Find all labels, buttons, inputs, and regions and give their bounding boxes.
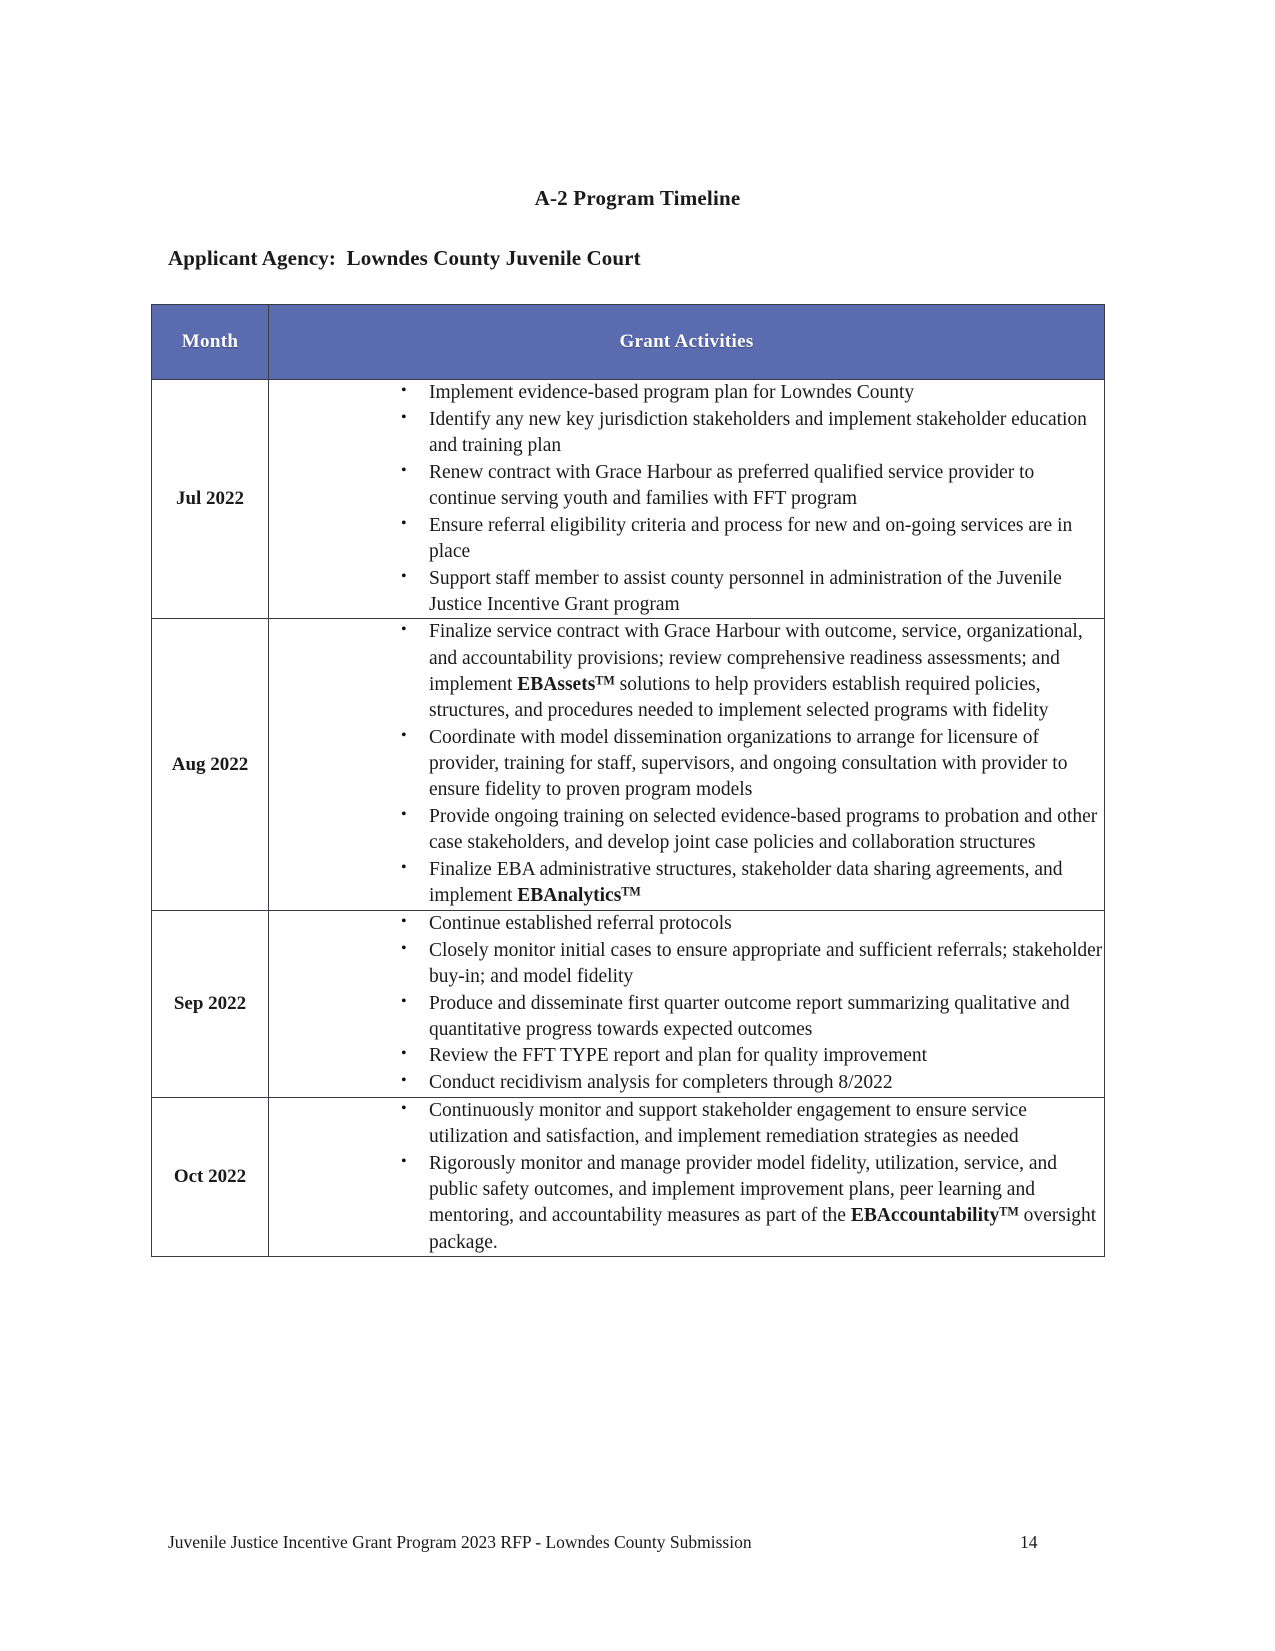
month-value: Aug 2022 (152, 619, 269, 910)
table-body (152, 380, 1105, 1257)
list-item: • Continue established referral protocols (429, 911, 1104, 937)
list-item: • Implement evidence-based program plan for Lowndes County (429, 380, 1104, 406)
column-header-month: Month (152, 305, 269, 380)
list-item: • Provide ongoing training on selected evidence-based programs to probation and other case stakeholders, and develop joint case policies and collaboration structures (429, 804, 1104, 856)
list-item: • Finalize EBA administrative structures, stakeholder data sharing agreements, and implement EBAnalytics™ (429, 857, 1104, 909)
activities-cell (269, 380, 1105, 619)
activities-cell (269, 619, 1105, 910)
activities-list (269, 619, 1104, 909)
activities-cell (269, 1097, 1105, 1256)
list-item: • Continuously monitor and support stakeholder engagement to ensure service utilization and satisfaction, and implement remediation strategies as needed (429, 1098, 1104, 1150)
table-header (152, 305, 1105, 380)
month-value: Oct 2022 (152, 1097, 269, 1256)
list-item: • Produce and disseminate first quarter outcome report summarizing qualitative and quantitative progress towards expected outcomes (429, 991, 1104, 1043)
footer-text: Juvenile Justice Incentive Grant Program 2023 RFP - Lowndes County Submission (168, 1532, 752, 1552)
footer-page-number: 14 (1020, 1532, 1038, 1552)
applicant-agency-line (168, 246, 641, 271)
month-value: Sep 2022 (152, 910, 269, 1097)
table-header-row (152, 305, 1105, 380)
activities-list (269, 380, 1104, 618)
list-item: • Ensure referral eligibility criteria and process for new and on-going services are in place (429, 513, 1104, 565)
list-item: • Finalize service contract with Grace Harbour with outcome, service, organizational, and accountability provisions; review comprehensive readiness assessments; and implement EBAssets™ solutions to help providers establish required policies, structures, and procedures needed to implement selected programs with fidelity (429, 619, 1104, 724)
list-item: • Review the FFT TYPE report and plan for quality improvement (429, 1043, 1104, 1069)
activities-list (269, 1098, 1104, 1256)
table-row (152, 910, 1105, 1097)
list-item: • Identify any new key jurisdiction stakeholders and implement stakeholder education and training plan (429, 407, 1104, 459)
month-value: Jul 2022 (152, 380, 269, 619)
activities-list (269, 911, 1104, 1097)
applicant-agency-name: Lowndes County Juvenile Court (346, 246, 641, 270)
table-row (152, 1097, 1105, 1256)
applicant-agency-label: Applicant Agency: (168, 246, 336, 270)
table-row (152, 619, 1105, 910)
list-item: • Closely monitor initial cases to ensure appropriate and sufficient referrals; stakeholder buy-in; and model fidelity (429, 938, 1104, 990)
list-item: • Rigorously monitor and manage provider model fidelity, utilization, service, and public safety outcomes, and implement improvement plans, peer learning and mentoring, and accountability measures as part of the EBAccountability™ oversight package. (429, 1151, 1104, 1256)
column-header-grant-activities: Grant Activities (269, 305, 1105, 380)
table-row (152, 380, 1105, 619)
page-title: A-2 Program Timeline (534, 186, 741, 210)
list-item: • Renew contract with Grace Harbour as preferred qualified service provider to continue serving youth and families with FFT program (429, 460, 1104, 512)
list-item: • Conduct recidivism analysis for completers through 8/2022 (429, 1070, 1104, 1096)
list-item: • Support staff member to assist county personnel in administration of the Juvenile Justice Incentive Grant program (429, 566, 1104, 618)
activities-cell (269, 910, 1105, 1097)
program-timeline-table (151, 304, 1105, 1257)
list-item: • Coordinate with model dissemination organizations to arrange for licensure of provider, training for staff, supervisors, and ongoing consultation with provider to ensure fidelity to proven program models (429, 725, 1104, 804)
